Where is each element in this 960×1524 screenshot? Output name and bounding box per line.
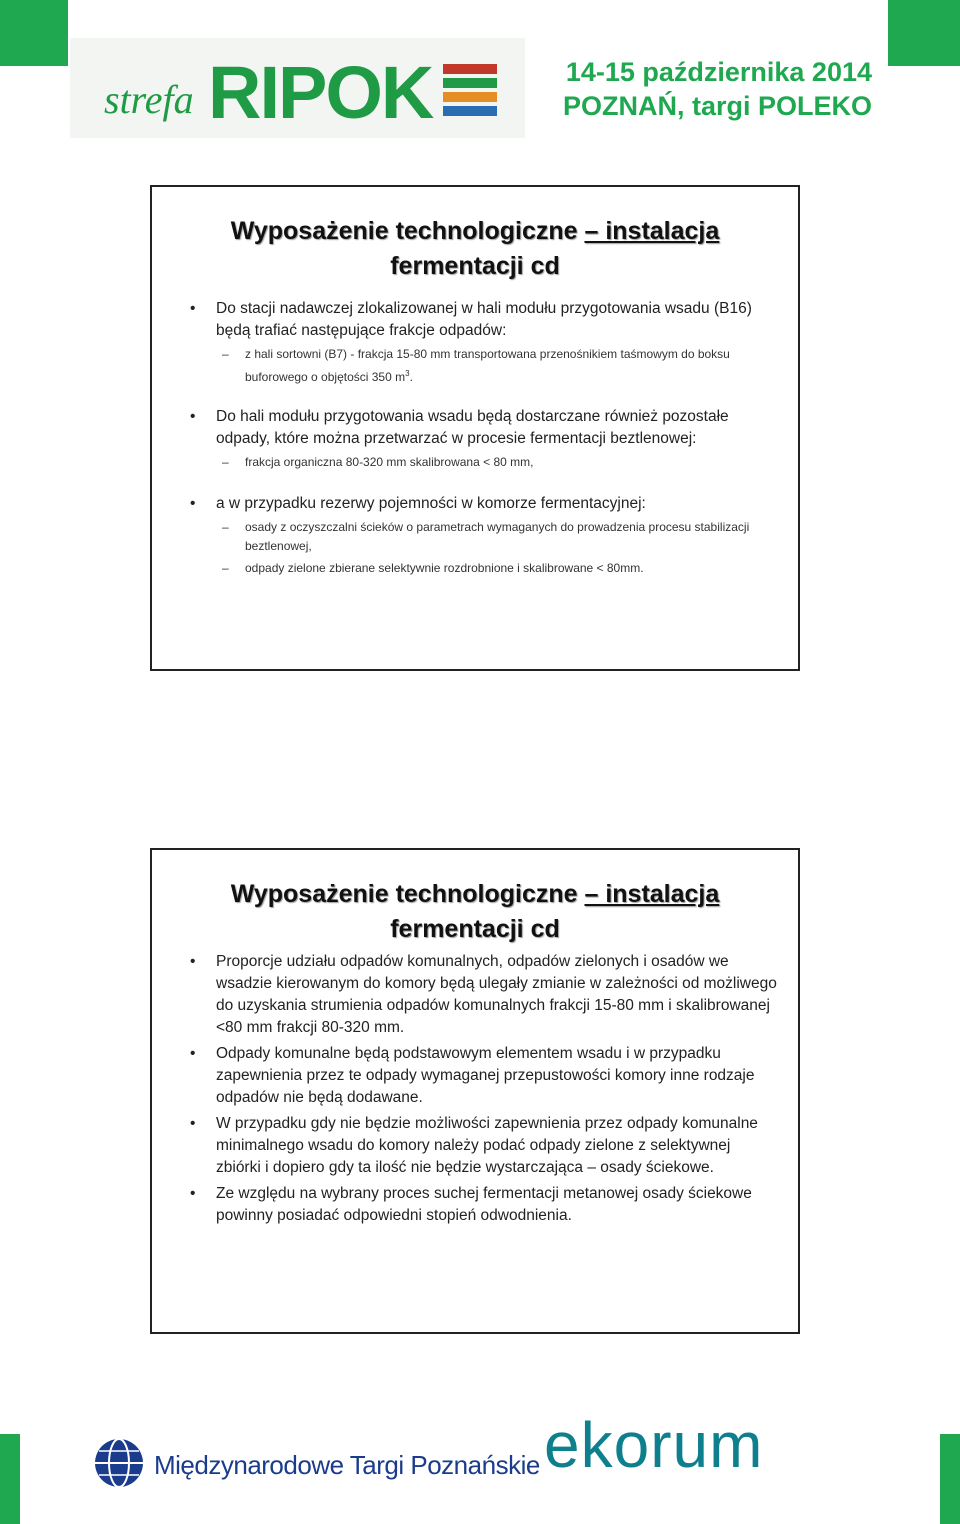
title-line1: Wyposażenie technologiczne bbox=[230, 880, 585, 908]
ekorum-name: ekorum bbox=[544, 1409, 764, 1481]
bullet-list bbox=[152, 298, 798, 578]
strefa-ripok-logo bbox=[70, 38, 525, 138]
sub-bullet-item: – osady z oczyszczalni ścieków o parametrach wymaganych do prowadzenia procesu stabilizacji beztlenowej, bbox=[152, 518, 798, 556]
slide-2 bbox=[150, 848, 800, 1334]
spacer bbox=[152, 472, 798, 493]
title-line1-underlined: – instalacja bbox=[584, 217, 720, 245]
bullet-item: • Ze względu na wybrany proces suchej fermentacji metanowej osady ściekowe powinny posiadać odpowiedni stopień odwodnienia. bbox=[152, 1183, 798, 1227]
bullet-item: • Do hali modułu przygotowania wsadu będą dostarczane również pozostałe odpady, które można przetwarzać w procesie fermentacji beztlenowej: bbox=[152, 406, 798, 450]
event-place: POZNAŃ, targi POLEKO bbox=[562, 91, 872, 121]
mtp-logo bbox=[94, 1436, 554, 1496]
sub-bullet-item: – frakcja organiczna 80-320 mm skalibrowana < 80 mm, bbox=[152, 453, 798, 472]
event-date: 14-15 października 2014 bbox=[565, 57, 872, 87]
logo-stripe bbox=[443, 64, 497, 74]
corner-decoration-top-left bbox=[0, 0, 68, 66]
logo-stripe bbox=[443, 78, 497, 88]
mtp-name: Międzynarodowe Targi Poznańskie bbox=[154, 1450, 540, 1480]
logo-stripe bbox=[443, 92, 497, 102]
corner-decoration-bottom-right bbox=[940, 1434, 960, 1524]
sub-bullet-end: . bbox=[409, 370, 413, 384]
logo-name: RIPOK bbox=[208, 51, 433, 134]
sub-bullet-item bbox=[152, 345, 798, 387]
logo-prefix: strefa bbox=[104, 77, 194, 122]
bullet-item: • Proporcje udziału odpadów komunalnych, odpadów zielonych i osadów we wsadzie kierowanym do komory będą ulegały zmianie w zależności od możliwego do uzyskania strumienia odpadów komunalnych frakcji 15-80 mm i skalibrowanej <80 mm frakcji 80-320 mm. bbox=[152, 951, 798, 1039]
title-line2: fermentacji cd bbox=[390, 252, 560, 280]
sub-bullet-text: z hali sortowni (B7) - frakcja 15-80 mm transportowana przenośnikiem taśmowym do boksu buforowego o objętości 350 m bbox=[245, 347, 730, 384]
ekorum-logo bbox=[544, 1409, 874, 1482]
title-line2: fermentacji cd bbox=[390, 915, 560, 943]
bullet-list bbox=[152, 951, 798, 1227]
bullet-item: • W przypadku gdy nie będzie możliwości zapewnienia przez odpady komunalne minimalnego wsadu do komory należy podać odpady zielone z selektywnej zbiórki i dopiero gdy ta ilość nie będzie wystarczająca – osady ściekowe. bbox=[152, 1113, 798, 1179]
slide-title bbox=[152, 877, 798, 947]
title-line1-underlined: – instalacja bbox=[584, 880, 720, 908]
spacer bbox=[152, 387, 798, 406]
sub-bullet-item: – odpady zielone zbierane selektywnie rozdrobnione i skalibrowane < 80mm. bbox=[152, 559, 798, 578]
title-line1: Wyposażenie technologiczne bbox=[230, 217, 585, 245]
slide-1 bbox=[150, 185, 800, 671]
mtp-globe-icon bbox=[94, 1438, 144, 1488]
event-info bbox=[563, 55, 872, 123]
logo-stripes-icon bbox=[443, 64, 497, 118]
corner-decoration-top-right bbox=[888, 0, 960, 66]
corner-decoration-bottom-left bbox=[0, 1434, 20, 1524]
bullet-item: • Odpady komunalne będą podstawowym elementem wsadu i w przypadku zapewnienia przez te odpady wymaganej przepustowości komory inne rodzaje odpadów nie będą dodawane. bbox=[152, 1043, 798, 1109]
logo-stripe bbox=[443, 106, 497, 116]
superscript: 3 bbox=[405, 369, 410, 378]
bullet-item: • a w przypadku rezerwy pojemności w komorze fermentacyjnej: bbox=[152, 493, 798, 515]
bullet-item: • Do stacji nadawczej zlokalizowanej w hali modułu przygotowania wsadu (B16) będą trafiać następujące frakcje odpadów: bbox=[152, 298, 798, 342]
slide-title bbox=[152, 214, 798, 284]
